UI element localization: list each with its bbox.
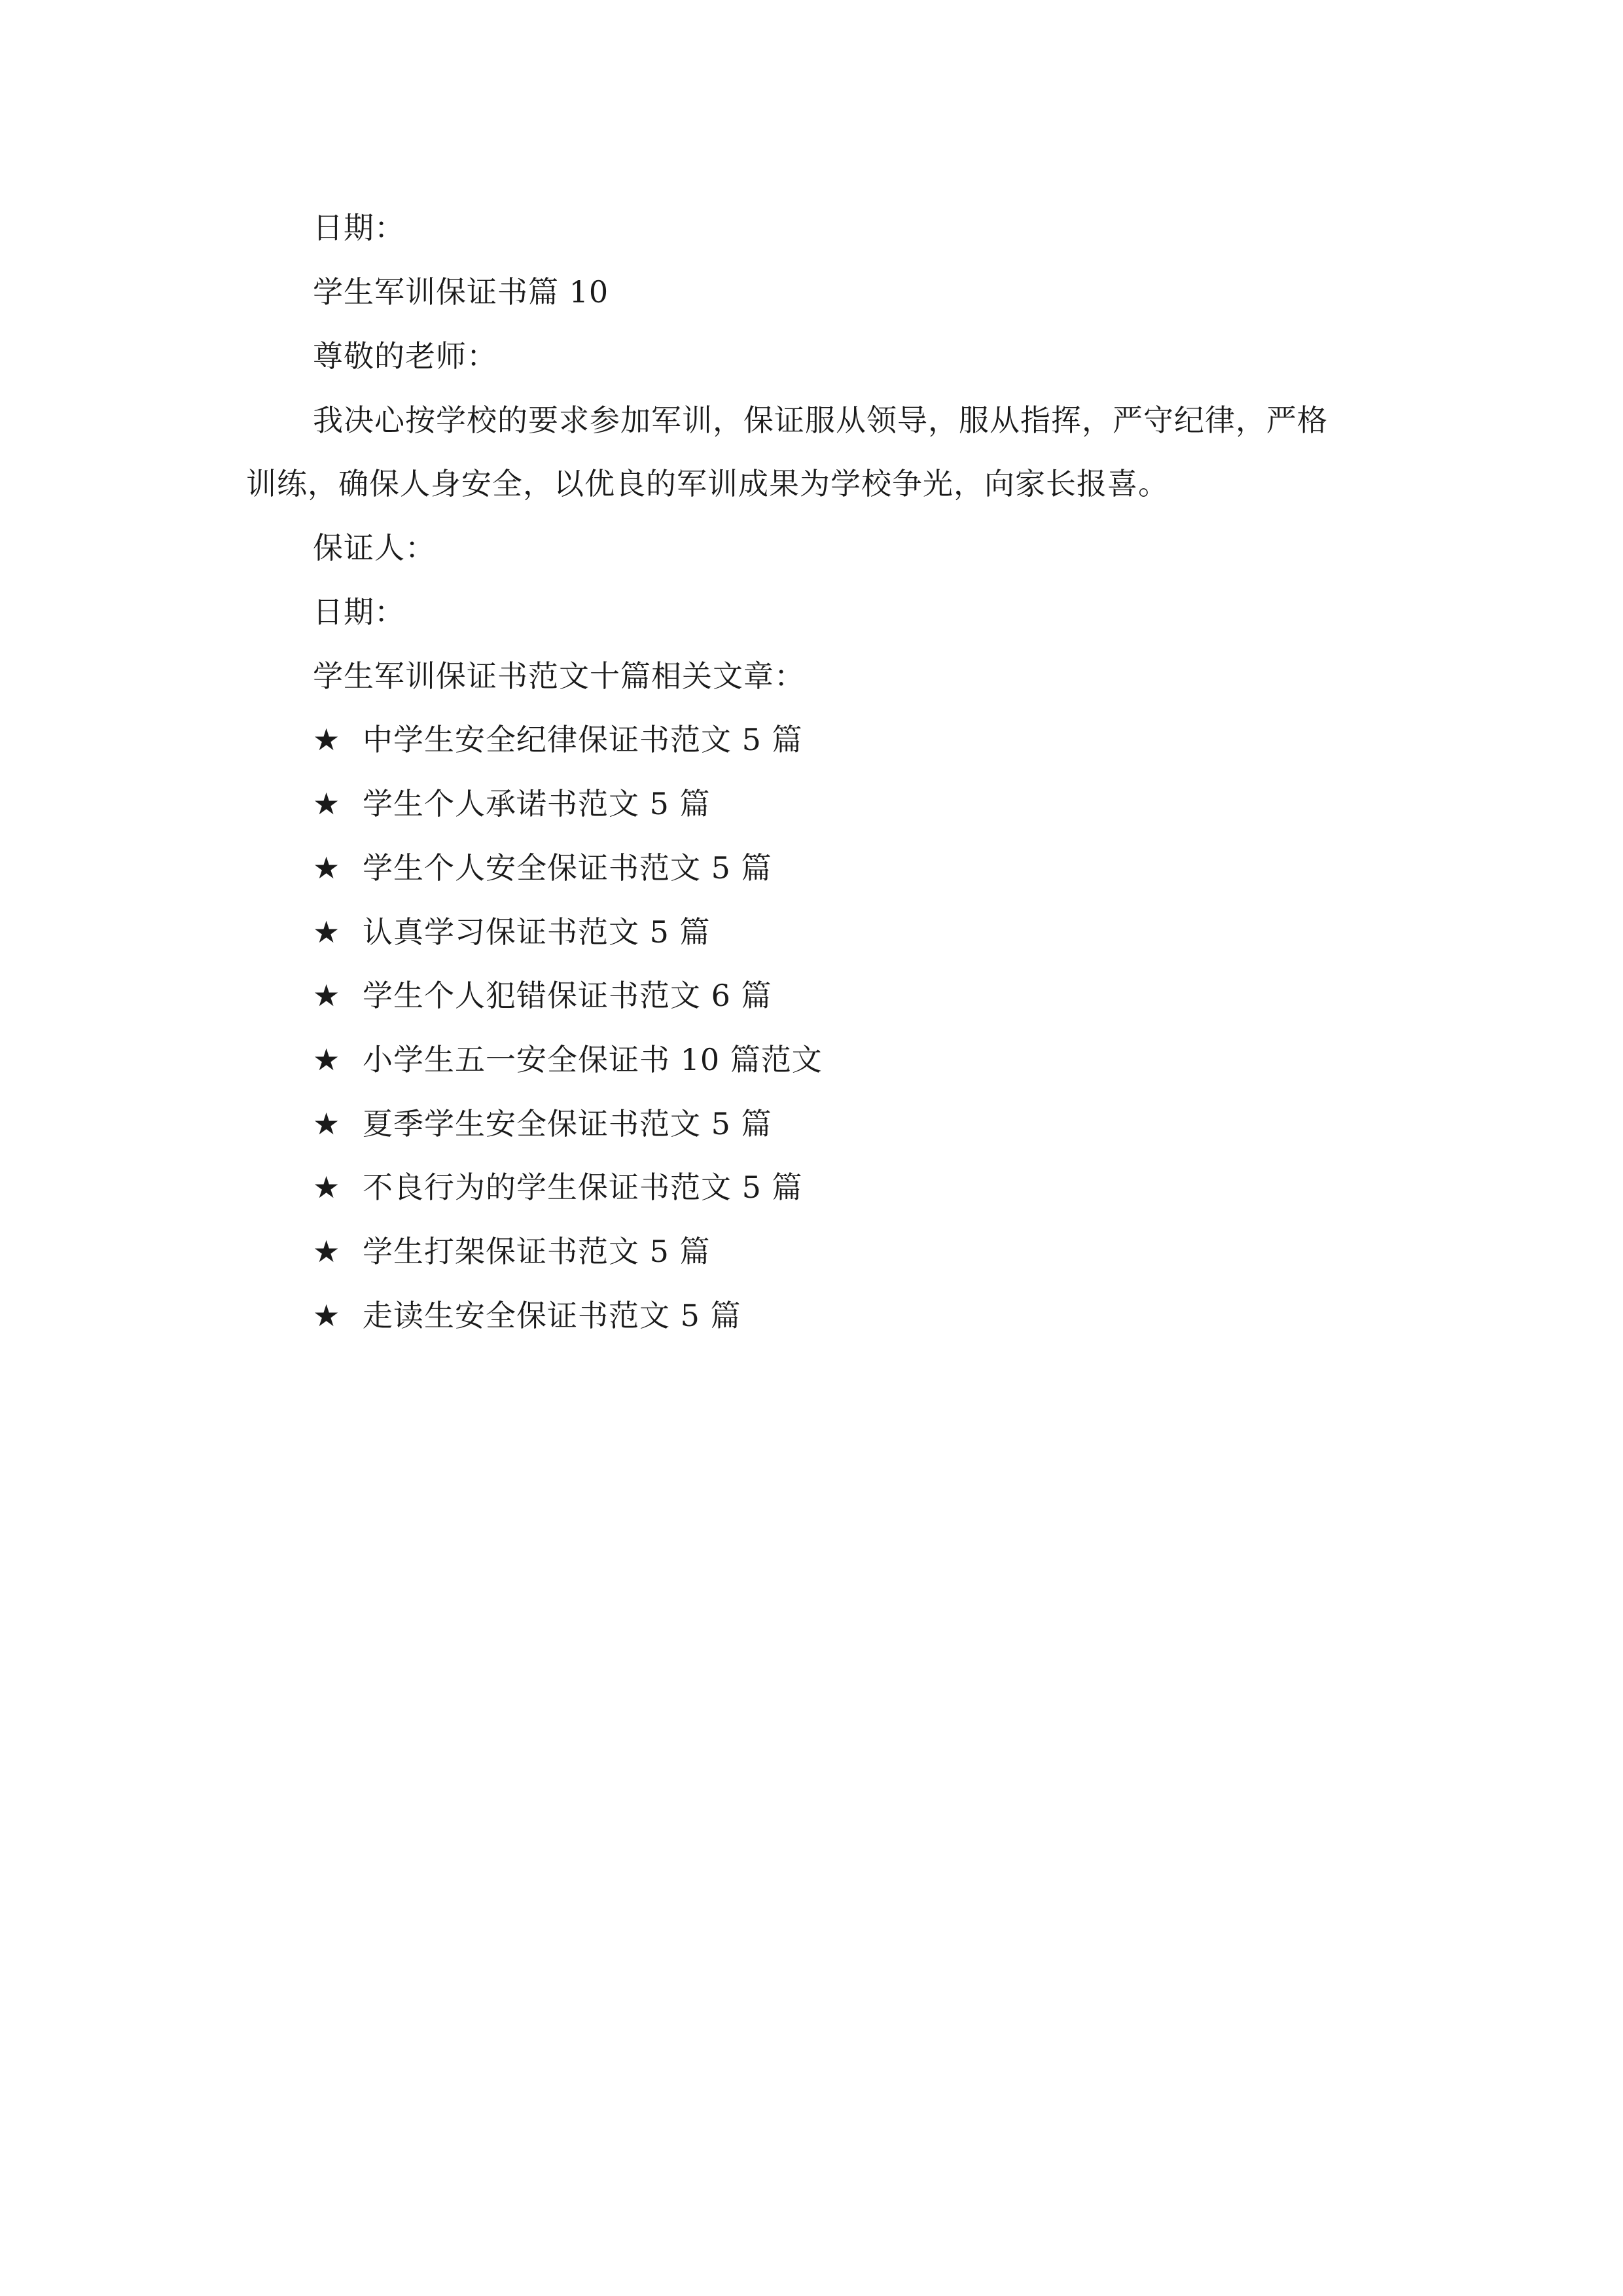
body-text-line-2: 训练，确保人身安全，以优良的军训成果为学校争光，向家长报喜。 [246, 466, 1169, 501]
date-label-top: 日期： [313, 210, 405, 245]
body-text-line-1: 我决心按学校的要求参加军训，保证服从领导，服从指挥，严守纪律，严格 [313, 403, 1328, 438]
related-article-text: 认真学习保证书范文 5 篇 [363, 914, 711, 950]
star-icon: ★ [313, 1234, 341, 1269]
related-article-text: 走读生安全保证书范文 5 篇 [363, 1298, 741, 1333]
star-icon: ★ [313, 1042, 341, 1077]
star-icon: ★ [313, 786, 341, 821]
related-article-link[interactable] [313, 1232, 711, 1271]
guarantor-label: 保证人： [313, 530, 436, 565]
related-article-link[interactable] [313, 720, 803, 759]
related-article-link[interactable] [313, 784, 711, 823]
section-heading: 学生军训保证书篇 10 [313, 274, 609, 310]
related-article-text: 不良行为的学生保证书范文 5 篇 [363, 1170, 803, 1205]
star-icon: ★ [313, 722, 341, 757]
related-article-link[interactable] [313, 848, 772, 888]
star-icon: ★ [313, 1298, 341, 1333]
star-icon: ★ [313, 978, 341, 1013]
related-article-text: 学生打架保证书范文 5 篇 [363, 1234, 711, 1269]
related-article-link[interactable] [313, 912, 711, 952]
related-article-link[interactable] [313, 1040, 823, 1079]
date-label-bottom: 日期： [313, 594, 405, 630]
related-article-text: 学生个人承诺书范文 5 篇 [363, 786, 711, 821]
related-article-link[interactable] [313, 1168, 803, 1207]
related-article-text: 学生个人犯错保证书范文 6 篇 [363, 978, 772, 1013]
related-article-text: 学生个人安全保证书范文 5 篇 [363, 850, 772, 886]
star-icon: ★ [313, 1106, 341, 1141]
related-article-text: 中学生安全纪律保证书范文 5 篇 [363, 722, 803, 757]
star-icon: ★ [313, 850, 341, 886]
related-articles-title: 学生军训保证书范文十篇相关文章： [313, 658, 805, 694]
star-icon: ★ [313, 1170, 341, 1205]
star-icon: ★ [313, 914, 341, 950]
related-article-link[interactable] [313, 976, 772, 1015]
related-article-link[interactable] [313, 1104, 772, 1143]
related-article-text: 夏季学生安全保证书范文 5 篇 [363, 1106, 772, 1141]
related-article-link[interactable] [313, 1296, 741, 1335]
related-article-text: 小学生五一安全保证书 10 篇范文 [363, 1042, 823, 1077]
salutation: 尊敬的老师： [313, 338, 497, 374]
